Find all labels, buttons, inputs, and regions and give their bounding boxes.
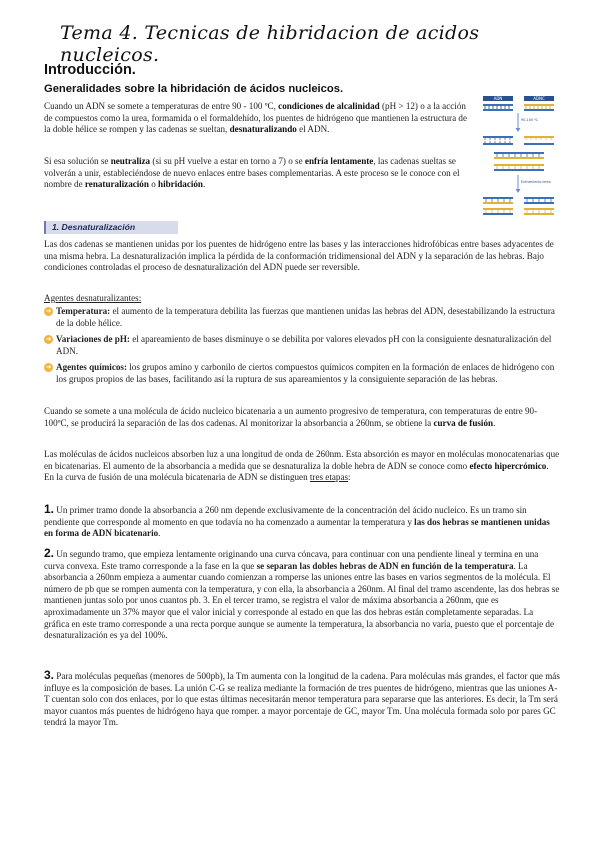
agent-item-temperatura: ➜ Temperatura: el aumento de la temperatura debilita las fuerzas que mantienen unidas las hebras del ADN, desestabilizando la estructura de la doble hélice. [45,306,555,328]
section-header-denaturalizacion: 1. Desnaturalización [44,221,178,234]
sub-heading: Generalidades sobre la hibridación de ácidos nucleicos. [44,83,344,95]
step-2: 2. Un segundo tramo, que empieza lentamente originando una curva cóncava, para continuar con una pendiente lineal y termina en una curva convexa. Este tramo corresponde a la fase en la que se separan las dobles hebras de ADN en función de la temperatura. La absorbancia a 260nm empieza a aumentar cuando comienzan a romperse las uniones entre las bases en varios segmentos de la molécula. El número de pb que se rompen aumenta con la temperatura, y con ella, la absorbancia a 260nm. Al final del tramo ascendente, las dos hebras se mantienen juntas solo por unos cuantos pb. 3. En el tercer tramo, se registra el valor de máxima absorbancia a 260nm, que es aproximadamente un 37% mayor que el valor inicial y corresponde al estado en que las dos hebras están completamente separadas. La gráfica en este tramo corresponde a una recta porque aunque se aumente la temperatura, la absorbancia no varía, puesto que el porcentaje de desnaturalización es ya del 100%. [44,546,560,641]
diagram-label-4: Enfriamiento lento [521,180,551,184]
diagram-label-2: ADNC [533,96,545,102]
double-strand-right [524,104,554,111]
intro-paragraph-1: Cuando un ADN se somete a temperaturas de entre 90 - 100 ºC, condiciones de alcalinidad (pH > 12) o a la acción de compuestos como la urea, formamida o el formaldehído, los puentes de hidrógeno que mantienen la estructura de la doble hélice se rompen y las cadenas se sueltan, desnaturalizando el ADN. [44,101,467,135]
arrow-head-1 [516,128,521,132]
section1-paragraph-2: Cuando se somete a una molécula de ácido nucleico bicatenaria a un aumento progresivo de temperatura, con temperaturas de entre 90-100ºC, se producirá la separación de las dos cadenas. Al monitorizar la absorbancia a 260nm, se obtiene la curva de fusión. [44,406,538,428]
double-strand-left [483,104,513,111]
renatured-strands [483,197,554,215]
arrow-head-2 [516,189,521,193]
step-3: 3. Para moléculas pequeñas (menores de 500pb), la Tm aumenta con la longitud de la cadena. Para moléculas más grandes, el factor que más influye es la composición de bases. La unión C-G se realiza mediante la formación de tres puentes de hidrógeno, mientras que las uniones A-T cuentan solo con dos enlaces, por lo que estas últimas necesitarán menor temperatura para separarse que las anteriores. Es decir, la Tm será mayor cuantos más puentes de hidrógeno haya que romper. a mayor porcentaje de GC, mayor Tm. Una molécula formada solo por pares GC tendrá la mayor Tm. [44,668,560,728]
document-title: Tema 4. Tecnicas de hibridacion de acidos nucleicos. [60,22,480,66]
intro-paragraph-2: Si esa solución se neutraliza (si su pH vuelve a estar en torno a 7) o se enfría lentamente, las cadenas sueltas se volverán a unir, estableciéndose de nuevo enlaces entre bases complementarias. A este proceso se le conoce con el nombre de renaturalización o hibridación. [44,156,460,190]
agents-heading: Agentes desnaturalizantes: [44,293,142,303]
bullet-icon: ➜ [45,363,52,371]
single-strands [483,136,554,145]
bullet-icon: ➜ [45,307,52,315]
agent-item-ph: ➜ Variaciones de pH: el apareamiento de bases disminuye o se debilita por valores elevados pH con la consiguiente desnaturalización del ADN. [45,334,552,356]
mixed-strands [494,152,544,171]
intro-heading: Introducción. [44,62,136,78]
agent-item-quimicos: ➜ Agentes químicos: los grupos amino y carbonilo de ciertos compuestos químicos compiten en la formación de enlaces de hidrógeno con los grupos propios de las bases, facilitando así la ruptura de sus apareamientos y la consiguiente separación de las hebras. [45,362,555,384]
bullet-icon: ➜ [45,335,52,343]
diagram-label-3: 90-100 ºC [521,118,539,122]
section1-paragraph-3: Las moléculas de ácidos nucleicos absorben luz a una longitud de onda de 260nm. Esta absorción es mayor en moléculas monocatenarias que en bicatenarias. El aumento de la absorbancia a medida que se desnaturaliza la doble hebra de ADN se conoce como efecto hipercrómico. En la curva de fusión de una molécula bicatenaria de ADN se distinguen tres etapas: [44,449,560,483]
step-1: 1. Un primer tramo donde la absorbancia a 260 nm depende exclusivamente de la concentración del ácido nucleico. Es un tramo sin pendiente que corresponde al momento en que todavía no ha comenzado a aumentar la temperatura y las dos hebras se mantienen unidas en forma de ADN bicatenario. [44,502,550,539]
diagram-label-1: ADN [493,96,503,102]
section1-paragraph-1: Las dos cadenas se mantienen unidas por los puentes de hidrógeno entre las bases y las interacciones hidrofóbicas entre bases adyacentes de una misma hebra. La desnaturalización implica la pérdida de la conformación tridimensional del ADN y la separación de las hebras. Bajo condiciones controladas el proceso de desnaturalización del ADN puede ser reversible. [44,239,554,273]
hybridization-diagram [480,94,560,219]
